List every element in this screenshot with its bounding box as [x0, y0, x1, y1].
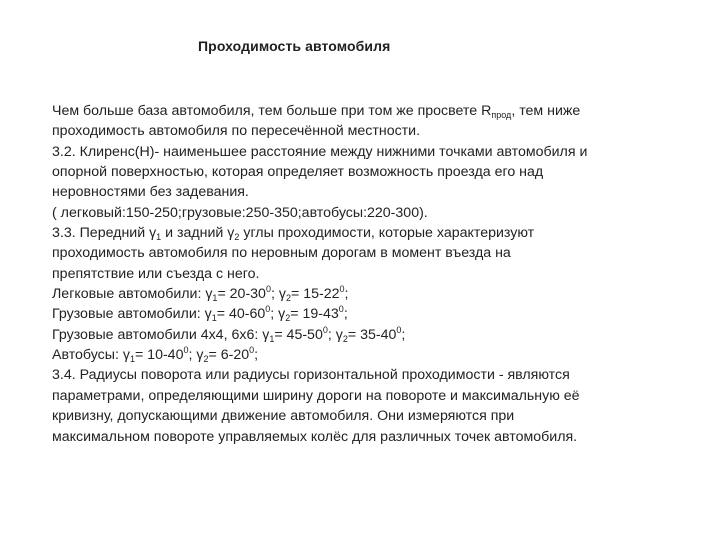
text-segment: Грузовые автомобили: γ — [52, 306, 212, 323]
text-line — [52, 427, 692, 447]
subscript: 1 — [212, 293, 218, 304]
text-segment: = 10-40 — [134, 347, 184, 364]
text-segment: 3.3. Передний γ — [52, 225, 157, 242]
text-segment: Грузовые автомобили 4х4, 6х6: γ — [52, 326, 270, 343]
text-line — [52, 223, 692, 243]
subscript: 2 — [285, 313, 291, 324]
text-segment: ; γ — [270, 306, 286, 323]
text-segment: проходимость автомобиля по пересечённой местности. — [52, 123, 421, 140]
text-segment: Чем больше база автомобиля, тем больше при том же просвете R — [52, 103, 492, 119]
text-segment: параметрами, определяющими ширину дороги на повороте и максимальную её — [52, 387, 580, 404]
text-segment: ; — [254, 347, 259, 364]
text-line — [52, 121, 692, 141]
text-segment: = 40-60 — [216, 306, 266, 323]
text-segment: проходимость автомобиля по неровным дорогам в момент въезда на — [52, 245, 511, 262]
text-line — [52, 386, 692, 406]
text-segment: и задний γ — [161, 225, 235, 242]
superscript: 0 — [396, 324, 402, 335]
subscript: 2 — [342, 333, 348, 344]
text-segment: = 19-43 — [290, 306, 339, 323]
text-segment: 3.4. Радиусы поворота или радиусы горизонтальной проходимости - являются — [52, 367, 570, 384]
text-line — [52, 345, 692, 365]
superscript: 0 — [183, 345, 189, 356]
text-line — [52, 406, 692, 426]
subscript: 2 — [285, 293, 291, 304]
text-line — [52, 203, 692, 223]
text-segment: неровностями без задевания. — [52, 184, 249, 201]
text-line — [52, 304, 692, 324]
subscript: 2 — [234, 232, 240, 243]
text-segment: ; γ — [270, 286, 286, 303]
text-segment: Автобусы: γ — [52, 347, 130, 364]
text-segment: углы проходимости, которые характеризуют — [239, 225, 535, 242]
text-segment: максимальном повороте управляемых колёс для различных точек автомобиля. — [52, 428, 578, 445]
superscript: 0 — [322, 324, 328, 335]
text-line — [52, 182, 692, 202]
slide-body-text — [52, 101, 692, 447]
subscript: 2 — [203, 354, 209, 365]
text-segment: ; γ — [327, 326, 343, 343]
text-line — [52, 284, 692, 304]
text-segment: препятствие или съезда с него. — [52, 265, 260, 282]
text-segment: ; — [344, 286, 349, 303]
text-segment: ( легковый:150-250;грузовые:250-350;автобусы:220-300). — [52, 204, 428, 221]
subscript: 1 — [269, 333, 275, 344]
subscript: 1 — [129, 354, 135, 365]
superscript: 0 — [338, 304, 344, 315]
superscript: 0 — [339, 284, 345, 295]
text-line — [52, 101, 692, 121]
text-line — [52, 365, 692, 385]
text-line — [52, 243, 692, 263]
text-segment: , тем ниже — [511, 103, 581, 119]
subscript: 1 — [211, 313, 217, 324]
text-segment: ; γ — [188, 347, 204, 364]
text-segment: опорной поверхностью, которая определяет возможность проезда его над — [52, 164, 544, 181]
slide-title: Проходимость автомобиля — [198, 38, 391, 54]
text-segment: ; — [343, 306, 348, 323]
text-segment: ; — [401, 326, 406, 343]
superscript: 0 — [265, 284, 271, 295]
text-segment: = 45-50 — [274, 326, 323, 343]
text-line — [52, 325, 692, 345]
subscript: 1 — [156, 232, 162, 243]
text-segment: = 6-20 — [208, 347, 250, 364]
text-segment: Легковые автомобили: γ — [52, 286, 213, 303]
text-segment: 3.2. Клиренс(Н)- наименьшее расстояние между нижними точками автомобиля и — [52, 143, 588, 160]
superscript: 0 — [249, 345, 255, 356]
text-line — [52, 264, 692, 284]
text-line — [52, 162, 692, 182]
text-segment: кривизну, допускающими движение автомобиля. Они измеряются при — [52, 408, 515, 425]
superscript: 0 — [265, 304, 271, 315]
text-segment: = 20-30 — [217, 286, 266, 303]
text-segment: = 15-22 — [290, 286, 340, 303]
text-line — [52, 142, 692, 162]
text-segment: = 35-40 — [347, 326, 397, 343]
subscript: прод — [491, 110, 512, 120]
